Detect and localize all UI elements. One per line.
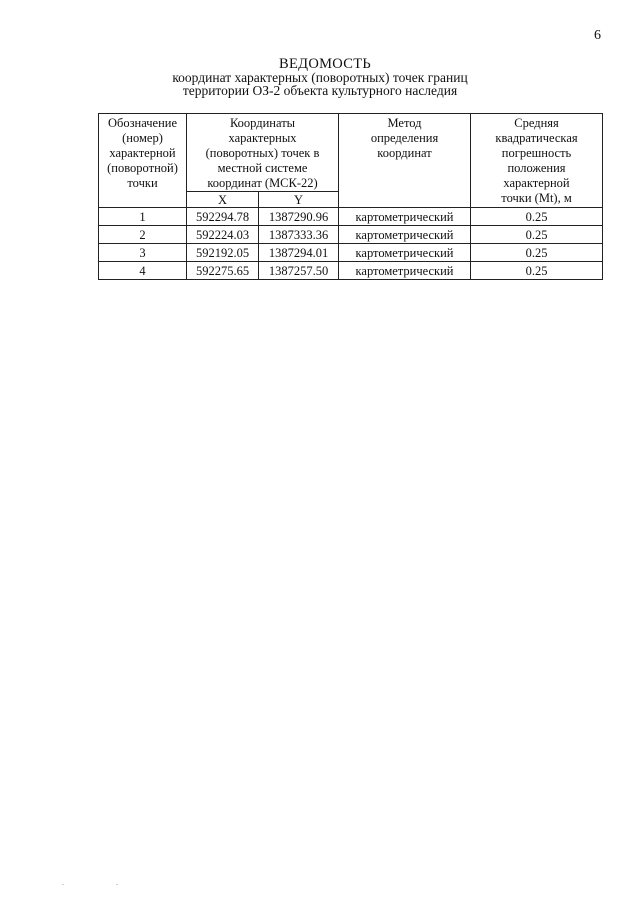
cell-point: 4	[99, 262, 187, 280]
table-header-row	[99, 114, 603, 192]
table-row	[99, 208, 603, 226]
cell-x: 592192.05	[187, 244, 259, 262]
cell-error: 0.25	[471, 226, 603, 244]
header-method: Метод определения координат	[339, 114, 471, 208]
cell-method: картометрический	[339, 226, 471, 244]
cell-error: 0.25	[471, 208, 603, 226]
cell-point: 2	[99, 226, 187, 244]
cell-y: 1387333.36	[259, 226, 339, 244]
header-x: X	[187, 192, 259, 208]
cell-x: 592224.03	[187, 226, 259, 244]
header-mean-square-error: Средняя квадратическая погрешность положения характерной точки (Mt), м	[471, 114, 603, 208]
scan-specks: . .	[62, 878, 118, 887]
header-point-designation: Обозначение (номер) характерной (поворотной) точки	[99, 114, 187, 208]
cell-point: 3	[99, 244, 187, 262]
cell-error: 0.25	[471, 262, 603, 280]
cell-point: 1	[99, 208, 187, 226]
coordinates-table	[98, 113, 603, 280]
cell-method: картометрический	[339, 208, 471, 226]
table-row	[99, 244, 603, 262]
page-number: 6	[594, 28, 601, 43]
cell-method: картометрический	[339, 244, 471, 262]
cell-x: 592275.65	[187, 262, 259, 280]
cell-y: 1387290.96	[259, 208, 339, 226]
table-row	[99, 226, 603, 244]
document-title: ВЕДОМОСТЬ	[279, 56, 371, 72]
title-block	[0, 58, 640, 97]
cell-error: 0.25	[471, 244, 603, 262]
table-row	[99, 262, 603, 280]
header-coordinates: Координаты характерных (поворотных) точек в местной системе координат (МСК-22)	[187, 114, 339, 192]
document-subtitle-line-2: территории ОЗ-2 объекта культурного наследия	[182, 83, 458, 98]
document-subtitle-line-1: координат характерных (поворотных) точек границ	[172, 70, 468, 85]
cell-method: картометрический	[339, 262, 471, 280]
cell-y: 1387257.50	[259, 262, 339, 280]
cell-x: 592294.78	[187, 208, 259, 226]
cell-y: 1387294.01	[259, 244, 339, 262]
header-y: Y	[259, 192, 339, 208]
